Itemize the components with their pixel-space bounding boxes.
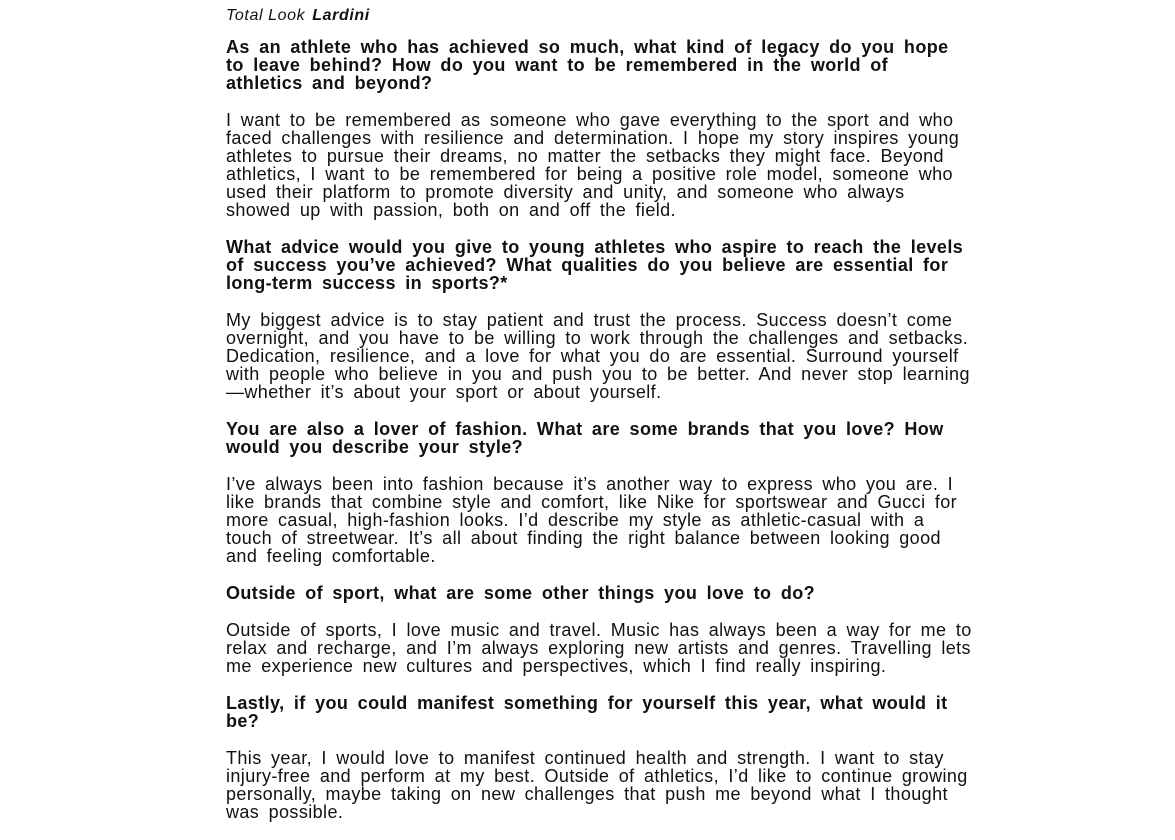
credit-brand: Lardini bbox=[312, 7, 370, 24]
question-hobbies: Outside of sport, what are some other things you love to do? bbox=[226, 583, 816, 603]
answer-hobbies: Outside of sports, I love music and travel. Music has always been a way for me to relax and recharge, and I’m always exploring new artists and genres. Travelling lets me experience new cultures and perspectives, which I find really inspiring. bbox=[226, 620, 972, 676]
photo-credit bbox=[226, 6, 974, 26]
answer-legacy: I want to be remembered as someone who gave everything to the sport and who faced challenges with resilience and determination. I hope my story inspires young athletes to pursue their dreams, no matter the setbacks they might face. Beyond athletics, I want to be remembered for being a positive role model, someone who used their platform to promote diversity and unity, and someone who always showed up with passion, both on and off the field. bbox=[226, 110, 960, 220]
question-legacy: As an athlete who has achieved so much, what kind of legacy do you hope to leave behind? How do you want to be remembered in the world of athletics and beyond? bbox=[226, 37, 949, 93]
question-advice: What advice would you give to young athletes who aspire to reach the levels of success you’ve achieved? What qualities do you believe are essential for long-term success in sports?* bbox=[226, 237, 964, 293]
question-fashion: You are also a lover of fashion. What are some brands that you love? How would you describe your style? bbox=[226, 419, 944, 457]
credit-label: Total Look bbox=[226, 7, 306, 24]
answer-manifest: This year, I would love to manifest continued health and strength. I want to stay injury-free and perform at my best. Outside of athletics, I’d like to continue growing personally, maybe taking on new challenges that push me beyond what I thought was possible. bbox=[226, 748, 968, 822]
answer-fashion: I’ve always been into fashion because it’s another way to express who you are. I like brands that combine style and comfort, like Nike for sportswear and Gucci for more casual, high-fashion looks. I’d describe my style as athletic-casual with a touch of streetwear. It’s all about finding the right balance between looking good and feeling comfortable. bbox=[226, 474, 958, 566]
question-manifest: Lastly, if you could manifest something for yourself this year, what would it be? bbox=[226, 693, 948, 731]
article-page bbox=[226, 6, 974, 840]
answer-advice: My biggest advice is to stay patient and trust the process. Success doesn’t come overnight, and you have to be willing to work through the challenges and setbacks. Dedication, resilience, and a love for what you do are essential. Surround yourself with people who believe in you and push you to be better. And never stop learning—whether it’s about your sport or about yourself. bbox=[226, 310, 970, 402]
